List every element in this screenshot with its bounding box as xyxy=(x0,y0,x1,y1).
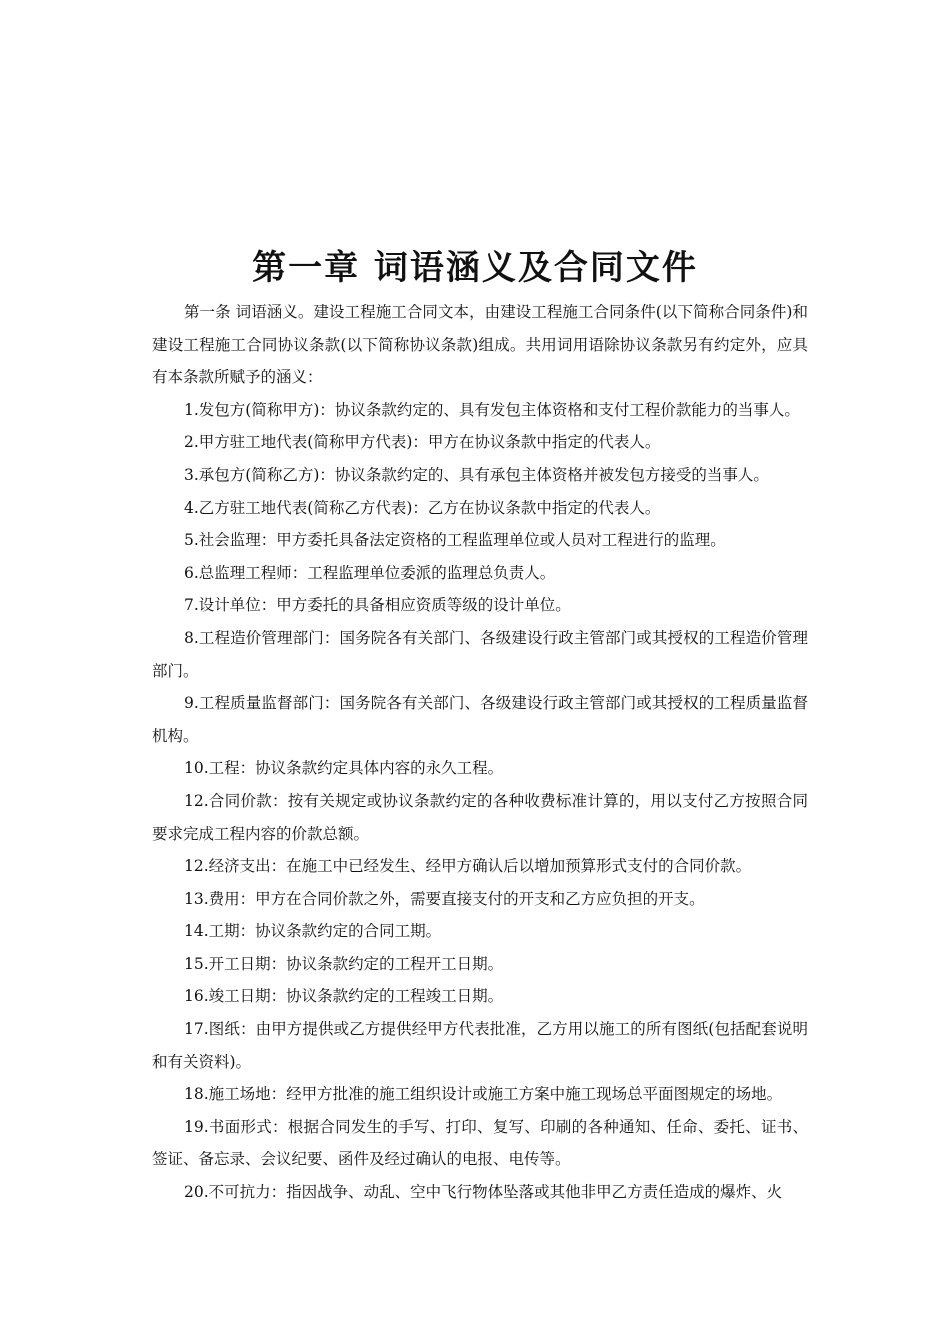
paragraph-term-2: 2.甲方驻工地代表(简称甲方代表)：甲方在协议条款中指定的代表人。 xyxy=(184,433,661,452)
paragraph-term-10: 10.工程：协议条款约定具体内容的永久工程。 xyxy=(184,759,504,778)
paragraph-term-15: 15.开工日期：协议条款约定的工程开工日期。 xyxy=(184,954,504,973)
paragraph-term-16: 16.竣工日期：协议条款约定的工程竣工日期。 xyxy=(184,987,504,1006)
paragraph-term-17: 17.图纸：由甲方提供或乙方提供经甲方代表批准，乙方用以施工的所有图纸(包括配套说明和有关资料)。 xyxy=(152,1020,808,1071)
paragraph-term-12b: 12.经济支出：在施工中已经发生、经甲方确认后以增加预算形式支付的合同价款。 xyxy=(184,857,752,876)
paragraph-term-3: 3.承包方(简称乙方)：协议条款约定的、具有承包主体资格并被发包方接受的当事人。 xyxy=(184,465,769,484)
paragraph-term-13: 13.费用：甲方在合同价款之外，需要直接支付的开支和乙方应负担的开支。 xyxy=(184,889,705,908)
paragraph-term-20: 20.不可抗力：指因战争、动乱、空中飞行物体坠落或其他非甲乙方责任造成的爆炸、火 xyxy=(184,1183,783,1202)
paragraph-term-14: 14.工期：协议条款约定的合同工期。 xyxy=(184,922,442,941)
paragraph-term-9: 9.工程质量监督部门：国务院各有关部门、各级建设行政主管部门或其授权的工程质量监督机构。 xyxy=(152,694,808,745)
paragraph-term-7: 7.设计单位：甲方委托的具备相应资质等级的设计单位。 xyxy=(184,596,571,615)
paragraph-term-6: 6.总监理工程师：工程监理单位委派的监理总负责人。 xyxy=(184,563,556,582)
paragraph-term-4: 4.乙方驻工地代表(简称乙方代表)：乙方在协议条款中指定的代表人。 xyxy=(184,498,661,517)
document-body xyxy=(152,296,808,1209)
paragraph-term-1: 1.发包方(简称甲方)：协议条款约定的、具有发包主体资格和支付工程价款能力的当事人。 xyxy=(184,400,800,419)
chapter-title: 第一章 词语涵义及合同文件 xyxy=(252,248,698,288)
paragraph-term-8: 8.工程造价管理部门：国务院各有关部门、各级建设行政主管部门或其授权的工程造价管理部门。 xyxy=(152,628,808,680)
paragraph-term-12a: 12.合同价款：按有关规定或协议条款约定的各种收费标准计算的，用以支付乙方按照合同要求完成工程内容的价款总额。 xyxy=(152,791,808,843)
paragraph-term-18: 18.施工场地：经甲方批准的施工组织设计或施工方案中施工现场总平面图规定的场地。 xyxy=(184,1085,783,1104)
paragraph-article-1: 第一条 词语涵义。建设工程施工合同文本，由建设工程施工合同条件(以下简称合同条件)和建设工程施工合同协议条款(以下简称协议条款)组成。共用词用语除协议条款另有约定外，应具有本条款所赋予的涵义： xyxy=(152,303,808,387)
paragraph-term-19: 19.书面形式：根据合同发生的手写、打印、复写、印刷的各种通知、任命、委托、证书、签证、备忘录、会议纪要、函件及经过确认的电报、电传等。 xyxy=(152,1117,808,1169)
paragraph-term-5: 5.社会监理：甲方委托具备法定资格的工程监理单位或人员对工程进行的监理。 xyxy=(184,531,726,550)
